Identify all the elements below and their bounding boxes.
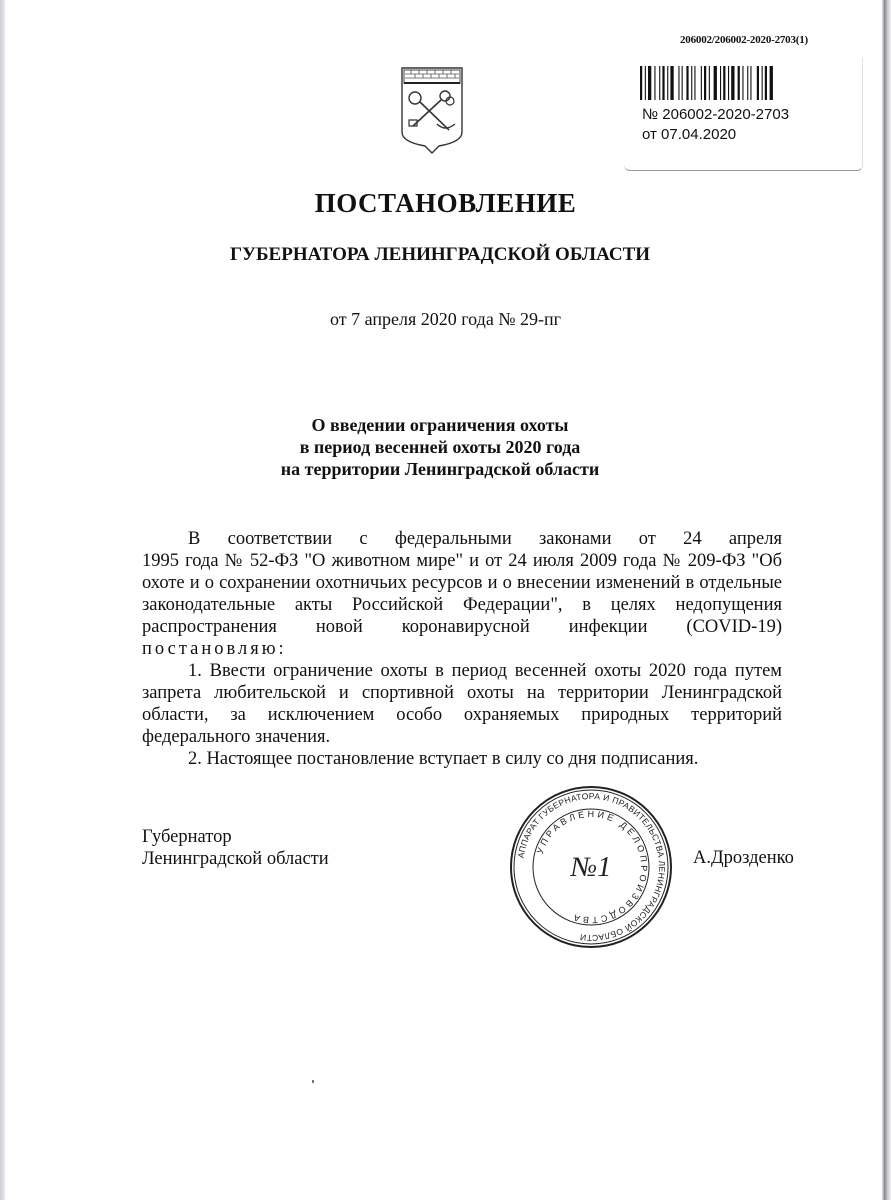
barcode-bar [704,66,706,100]
barcode-bar [670,66,673,100]
page-edge-right [882,0,891,1200]
barcode-bar [694,66,695,100]
word: апреля [728,529,782,549]
document-body [142,528,782,770]
heading-line: О введении ограничения охоты [311,415,569,435]
coat-of-arms-icon [399,62,465,154]
document-date-number: от 7 апреля 2020 года № 29-пг [329,309,561,329]
barcode-bar [682,66,683,100]
barcode-bar [738,66,740,100]
barcode-bar [691,66,692,100]
barcode-bar [750,66,751,100]
barcode-bar [762,66,763,100]
barcode-bar [640,66,642,100]
barcode-bar [770,66,773,100]
document-title: ПОСТАНОВЛЕНИЕ [314,188,577,218]
barcode-bar [728,66,729,100]
preamble-first-line [142,528,782,550]
barcode-bar [742,66,743,100]
seal-center-text: №1 [570,852,612,883]
word: от [638,529,656,549]
barcode-bar [709,66,710,100]
registration-label [624,58,863,171]
registration-number: № 206002-2020-2703 [642,106,790,123]
seal-outer-text: АППАРАТ ГУБЕРНАТОРА И ПРАВИТЕЛЬСТВА ЛЕНИНГРАДСКОЙ ОБЛАСТИ [515,790,668,944]
document-reference-id: 206002/206002-2020-2703(1) [680,34,809,46]
barcode-bar [701,66,702,100]
barcode-bar [645,66,646,100]
word: соответствии [227,529,333,549]
item-1: 1. Ввести ограничение охоты в период весенней охоты 2020 года путем запрета любительской и спортивной охоты на территории Ленинградской области, за исключением особо охраняемых природных территорий федерального значения. [142,661,782,747]
barcode-bar [686,66,688,100]
official-seal-stamp [508,784,674,950]
barcode-bar [714,66,717,100]
barcode-bar [757,66,759,100]
heading-line: на территории Ленинградской области [280,459,600,479]
word: В [188,529,201,549]
barcode-bar [667,66,668,100]
seal-inner-text: УПРАВЛЕНИЕ ДЕЛОПРОИЗВОДСТВА [534,808,650,926]
barcode-bar [723,66,725,100]
signatory-position-line: Губернатор [142,827,232,847]
barcode [640,66,828,100]
registration-date: от 07.04.2020 [642,126,737,143]
resolve-word: постановляю: [142,639,287,659]
item-2: 2. Настоящее постановление вступает в силу со дня подписания. [188,749,699,769]
heading-line: в период весенней охоты 2020 года [299,437,581,457]
word: с [359,529,368,549]
barcode-bar [654,66,655,100]
barcode-bar [678,66,679,100]
barcode-bar [747,66,748,100]
barcode-bar [765,66,767,100]
word: 24 [683,529,702,549]
signatory-position-line: Ленинградской области [142,849,329,869]
barcode-bar [731,66,734,100]
page-edge-left [0,0,5,1200]
barcode-bar [720,66,721,100]
preamble-paragraph [142,550,782,660]
signatory-name: А.Дрозденко [693,848,794,868]
barcode-bar [659,66,660,100]
barcode-bar [648,66,651,100]
scan-speck [312,1080,314,1083]
word: федеральными [394,529,512,549]
document-heading [0,414,880,480]
barcode-bar [662,66,664,100]
preamble-text: 1995 года № 52-ФЗ "О животном мире" и от 24 июля 2009 года № 209-ФЗ "Об охоте и о сохранении охотничьих ресурсов и о внесении изменений в отдельные законодательные акты Российской Федерации", в целях недопущения распространения новой коронавирусной инфекции (COVID-19) [142,551,782,637]
document-subtitle: ГУБЕРНАТОРА ЛЕНИНГРАДСКОЙ ОБЛАСТИ [229,244,651,265]
word: законами [538,529,612,549]
signatory-position [142,826,329,870]
